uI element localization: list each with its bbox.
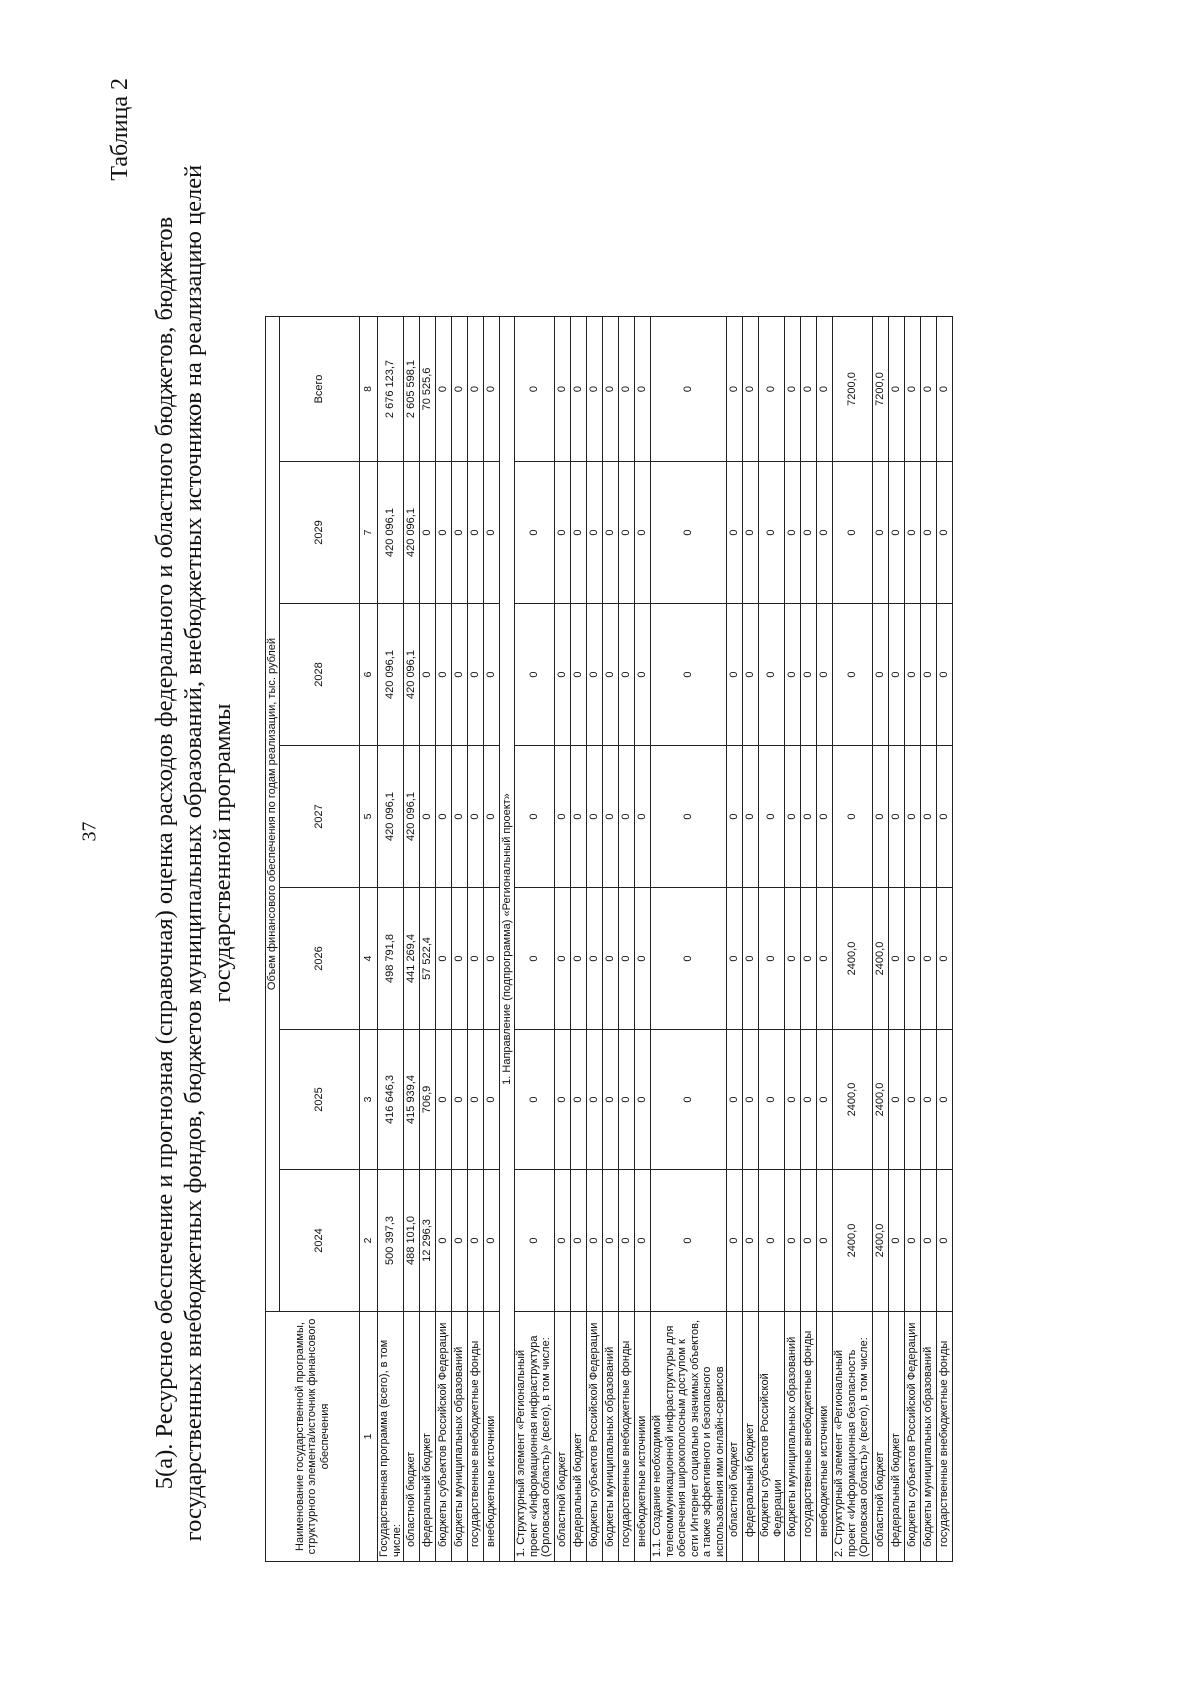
- value-cell: 0: [905, 317, 921, 462]
- value-cell: 0: [873, 604, 889, 746]
- value-cell: 0: [921, 604, 937, 746]
- table-row: [727, 317, 743, 1562]
- value-cell: 0: [468, 746, 484, 888]
- table-row: [759, 317, 785, 1562]
- value-cell: 0: [603, 317, 619, 462]
- value-cell: 0: [436, 317, 452, 462]
- table-row: [889, 317, 905, 1562]
- value-cell: 0: [619, 746, 635, 888]
- value-cell: 0: [801, 1170, 817, 1312]
- value-cell: 0: [921, 1170, 937, 1312]
- header-year-cell: 2028: [280, 604, 360, 746]
- column-index-cell: 7: [360, 462, 378, 604]
- value-cell: 0: [651, 888, 727, 1030]
- value-cell: 0: [587, 888, 603, 1030]
- value-cell: 0: [817, 888, 833, 1030]
- row-name-cell: областной бюджет: [404, 1312, 420, 1562]
- table-row: [619, 317, 635, 1562]
- value-cell: 0: [727, 746, 743, 888]
- row-name-cell: бюджеты субъектов Российской Федерации: [905, 1312, 921, 1562]
- value-cell: 0: [619, 604, 635, 746]
- row-name-cell: бюджеты субъектов Российской Федерации: [436, 1312, 452, 1562]
- value-cell: 57 522,4: [420, 888, 436, 1030]
- value-cell: 0: [619, 1030, 635, 1170]
- financing-table: [265, 316, 953, 1562]
- value-cell: 0: [571, 317, 587, 462]
- value-cell: 0: [484, 746, 500, 888]
- value-cell: 0: [587, 604, 603, 746]
- value-cell: 0: [515, 317, 555, 462]
- value-cell: 0: [555, 746, 571, 888]
- table-row: [833, 317, 873, 1562]
- value-cell: 441 269,4: [404, 888, 420, 1030]
- value-cell: 0: [937, 604, 953, 746]
- value-cell: 0: [436, 462, 452, 604]
- table-row: [873, 317, 889, 1562]
- value-cell: 0: [759, 1030, 785, 1170]
- value-cell: 0: [484, 462, 500, 604]
- value-cell: 0: [571, 1170, 587, 1312]
- value-cell: 0: [468, 1170, 484, 1312]
- value-cell: 0: [651, 1170, 727, 1312]
- row-name-cell: внебюджетные источники: [817, 1312, 833, 1562]
- header-name-cell: Наименование государственной программы, структурного элемента/источник финансового обеспечения: [266, 1312, 360, 1562]
- value-cell: 0: [452, 1170, 468, 1312]
- value-cell: 0: [921, 317, 937, 462]
- value-cell: 0: [651, 604, 727, 746]
- header-year-cell: 2027: [280, 746, 360, 888]
- row-name-cell: внебюджетные источники: [484, 1312, 500, 1562]
- header-year-cell: Всего: [280, 317, 360, 462]
- value-cell: 0: [452, 317, 468, 462]
- column-index-cell: 6: [360, 604, 378, 746]
- value-cell: 0: [785, 604, 801, 746]
- value-cell: 420 096,1: [378, 604, 404, 746]
- value-cell: 2400,0: [873, 1030, 889, 1170]
- value-cell: 416 646,3: [378, 1030, 404, 1170]
- value-cell: 0: [420, 462, 436, 604]
- value-cell: 0: [785, 1170, 801, 1312]
- value-cell: 0: [785, 462, 801, 604]
- value-cell: 0: [484, 1170, 500, 1312]
- value-cell: 0: [635, 317, 651, 462]
- value-cell: 0: [727, 317, 743, 462]
- row-name-cell: федеральный бюджет: [743, 1312, 759, 1562]
- value-cell: 0: [759, 746, 785, 888]
- value-cell: 0: [436, 746, 452, 888]
- value-cell: 2400,0: [833, 1170, 873, 1312]
- value-cell: 0: [571, 1030, 587, 1170]
- value-cell: 0: [484, 888, 500, 1030]
- value-cell: 0: [468, 604, 484, 746]
- value-cell: 0: [801, 317, 817, 462]
- value-cell: 415 939,4: [404, 1030, 420, 1170]
- row-name-cell: бюджеты муниципальных образований: [921, 1312, 937, 1562]
- value-cell: 0: [436, 604, 452, 746]
- value-cell: 0: [817, 462, 833, 604]
- value-cell: 420 096,1: [404, 746, 420, 888]
- table-row: [378, 317, 404, 1562]
- value-cell: 0: [727, 1170, 743, 1312]
- table-row: [404, 317, 420, 1562]
- value-cell: 0: [587, 462, 603, 604]
- value-cell: 0: [555, 317, 571, 462]
- value-cell: 0: [436, 1170, 452, 1312]
- value-cell: 0: [436, 1030, 452, 1170]
- row-name-cell: бюджеты субъектов Российской Федерации: [759, 1312, 785, 1562]
- value-cell: 0: [801, 462, 817, 604]
- value-cell: 0: [619, 1170, 635, 1312]
- table-row: [468, 317, 484, 1562]
- value-cell: 0: [743, 462, 759, 604]
- value-cell: 0: [603, 604, 619, 746]
- table-row: [452, 317, 468, 1562]
- value-cell: 0: [817, 317, 833, 462]
- value-cell: 0: [905, 462, 921, 604]
- table-row: [484, 317, 500, 1562]
- value-cell: 498 791,8: [378, 888, 404, 1030]
- column-index-cell: 8: [360, 317, 378, 462]
- value-cell: 0: [571, 462, 587, 604]
- column-index-cell: 1: [360, 1312, 378, 1562]
- value-cell: 0: [603, 1170, 619, 1312]
- header-year-cell: 2026: [280, 888, 360, 1030]
- value-cell: 0: [759, 462, 785, 604]
- column-index-cell: 4: [360, 888, 378, 1030]
- value-cell: 0: [743, 1030, 759, 1170]
- row-name-cell: 1. Структурный элемент «Региональный проект «Информационная инфраструктура (Орловская область)» (всего), в том числе:: [515, 1312, 555, 1562]
- table-body: [266, 317, 953, 1562]
- column-index-cell: 2: [360, 1170, 378, 1312]
- value-cell: 0: [603, 888, 619, 1030]
- value-cell: 500 397,3: [378, 1170, 404, 1312]
- row-name-cell: федеральный бюджет: [571, 1312, 587, 1562]
- table-row: [743, 317, 759, 1562]
- value-cell: 0: [873, 746, 889, 888]
- value-cell: 7200,0: [833, 317, 873, 462]
- page-number: 37: [78, 821, 101, 842]
- value-cell: 0: [651, 746, 727, 888]
- value-cell: 0: [452, 1030, 468, 1170]
- value-cell: 0: [603, 746, 619, 888]
- value-cell: 0: [484, 604, 500, 746]
- header-year-cell: 2029: [280, 462, 360, 604]
- value-cell: 420 096,1: [378, 462, 404, 604]
- value-cell: 488 101,0: [404, 1170, 420, 1312]
- value-cell: 0: [889, 604, 905, 746]
- value-cell: 0: [555, 462, 571, 604]
- value-cell: 0: [452, 888, 468, 1030]
- value-cell: 0: [817, 604, 833, 746]
- row-name-cell: Государственная программа (всего), в том числе:: [378, 1312, 404, 1562]
- value-cell: 0: [484, 1030, 500, 1170]
- value-cell: 0: [635, 746, 651, 888]
- value-cell: 0: [759, 888, 785, 1030]
- value-cell: 706,9: [420, 1030, 436, 1170]
- value-cell: 0: [921, 1030, 937, 1170]
- header-year-cell: 2024: [280, 1170, 360, 1312]
- value-cell: 0: [468, 317, 484, 462]
- value-cell: 0: [937, 1030, 953, 1170]
- value-cell: 0: [555, 604, 571, 746]
- column-index-cell: 3: [360, 1030, 378, 1170]
- value-cell: 0: [452, 604, 468, 746]
- value-cell: 0: [889, 317, 905, 462]
- value-cell: 2 605 598,1: [404, 317, 420, 462]
- value-cell: 0: [587, 1030, 603, 1170]
- row-name-cell: областной бюджет: [873, 1312, 889, 1562]
- value-cell: 0: [937, 317, 953, 462]
- value-cell: 0: [817, 746, 833, 888]
- value-cell: 0: [833, 462, 873, 604]
- table-row: [436, 317, 452, 1562]
- row-name-cell: 2. Структурный элемент «Региональный проект «Информационная безопасность (Орловская область)» (всего), в том числе:: [833, 1312, 873, 1562]
- table-row: [651, 317, 727, 1562]
- value-cell: 0: [801, 888, 817, 1030]
- value-cell: 0: [587, 746, 603, 888]
- value-cell: 0: [817, 1170, 833, 1312]
- value-cell: 0: [635, 604, 651, 746]
- value-cell: 0: [727, 1030, 743, 1170]
- value-cell: 0: [635, 1170, 651, 1312]
- value-cell: 0: [743, 1170, 759, 1312]
- value-cell: 0: [603, 1030, 619, 1170]
- row-name-cell: государственные внебюджетные фонды: [619, 1312, 635, 1562]
- value-cell: 0: [571, 746, 587, 888]
- value-cell: 0: [420, 604, 436, 746]
- value-cell: 0: [785, 1030, 801, 1170]
- value-cell: 420 096,1: [378, 746, 404, 888]
- row-name-cell: областной бюджет: [555, 1312, 571, 1562]
- value-cell: 0: [889, 746, 905, 888]
- value-cell: 0: [468, 462, 484, 604]
- value-cell: 0: [555, 1030, 571, 1170]
- table-row: [937, 317, 953, 1562]
- value-cell: 0: [587, 1170, 603, 1312]
- value-cell: 0: [619, 317, 635, 462]
- value-cell: 0: [905, 1030, 921, 1170]
- value-cell: 420 096,1: [404, 462, 420, 604]
- value-cell: 0: [571, 888, 587, 1030]
- section-row: [500, 317, 515, 1562]
- value-cell: 0: [555, 888, 571, 1030]
- value-cell: 0: [452, 462, 468, 604]
- value-cell: 0: [515, 746, 555, 888]
- section-title-cell: 1. Направление (подпрограмма) «Региональный проект»: [500, 317, 515, 1562]
- value-cell: 0: [921, 888, 937, 1030]
- header-year-cell: 2025: [280, 1030, 360, 1170]
- value-cell: 0: [817, 1030, 833, 1170]
- row-name-cell: бюджеты субъектов Российской Федерации: [587, 1312, 603, 1562]
- value-cell: 0: [905, 604, 921, 746]
- value-cell: 0: [743, 317, 759, 462]
- value-cell: 0: [759, 1170, 785, 1312]
- value-cell: 0: [452, 746, 468, 888]
- value-cell: 0: [484, 317, 500, 462]
- table-row: [571, 317, 587, 1562]
- value-cell: 0: [587, 317, 603, 462]
- header-index-row: [360, 317, 378, 1562]
- value-cell: 0: [889, 1170, 905, 1312]
- value-cell: 0: [651, 462, 727, 604]
- value-cell: 0: [937, 746, 953, 888]
- value-cell: 0: [468, 1030, 484, 1170]
- value-cell: 0: [873, 462, 889, 604]
- value-cell: 0: [727, 462, 743, 604]
- value-cell: 0: [619, 888, 635, 1030]
- table-row: [635, 317, 651, 1562]
- value-cell: 0: [921, 462, 937, 604]
- value-cell: 0: [801, 604, 817, 746]
- table-row: [817, 317, 833, 1562]
- value-cell: 2 676 123,7: [378, 317, 404, 462]
- value-cell: 0: [905, 1170, 921, 1312]
- table-number: Таблица 2: [107, 78, 133, 181]
- value-cell: 0: [468, 888, 484, 1030]
- table-row: [587, 317, 603, 1562]
- row-name-cell: 1.1. Создание необходимой телекоммуникационной инфраструктуры для обеспечения широкополосным доступом к сети Интернет социально значимых объектов, а также эффективного и безопасного использования ими онлайн-сервисов: [651, 1312, 727, 1562]
- value-cell: 0: [515, 604, 555, 746]
- value-cell: 0: [905, 746, 921, 888]
- value-cell: 0: [635, 1030, 651, 1170]
- table-row: [555, 317, 571, 1562]
- value-cell: 0: [743, 604, 759, 746]
- value-cell: 0: [635, 462, 651, 604]
- row-name-cell: государственные внебюджетные фонды: [468, 1312, 484, 1562]
- value-cell: 0: [801, 1030, 817, 1170]
- row-name-cell: областной бюджет: [727, 1312, 743, 1562]
- value-cell: 0: [515, 462, 555, 604]
- value-cell: 0: [635, 888, 651, 1030]
- value-cell: 0: [905, 888, 921, 1030]
- header-row-1: [266, 317, 280, 1562]
- value-cell: 0: [651, 1030, 727, 1170]
- value-cell: 0: [889, 462, 905, 604]
- value-cell: 0: [937, 1170, 953, 1312]
- row-name-cell: внебюджетные источники: [635, 1312, 651, 1562]
- value-cell: 70 525,6: [420, 317, 436, 462]
- table-row: [921, 317, 937, 1562]
- value-cell: 0: [937, 888, 953, 1030]
- value-cell: 2400,0: [833, 1030, 873, 1170]
- value-cell: 0: [743, 746, 759, 888]
- header-volume-cell: Объем финансового обеспечения по годам реализации, тыс. рублей: [266, 317, 280, 1312]
- row-name-cell: федеральный бюджет: [420, 1312, 436, 1562]
- value-cell: 0: [759, 317, 785, 462]
- value-cell: 0: [937, 462, 953, 604]
- value-cell: 0: [727, 604, 743, 746]
- value-cell: 0: [727, 888, 743, 1030]
- row-name-cell: федеральный бюджет: [889, 1312, 905, 1562]
- row-name-cell: бюджеты муниципальных образований: [603, 1312, 619, 1562]
- column-index-cell: 5: [360, 746, 378, 888]
- value-cell: 0: [889, 1030, 905, 1170]
- value-cell: 0: [515, 1170, 555, 1312]
- value-cell: 0: [515, 888, 555, 1030]
- table-row: [801, 317, 817, 1562]
- table-row: [603, 317, 619, 1562]
- value-cell: 12 296,3: [420, 1170, 436, 1312]
- value-cell: 0: [555, 1170, 571, 1312]
- table-row: [515, 317, 555, 1562]
- value-cell: 0: [436, 888, 452, 1030]
- row-name-cell: бюджеты муниципальных образований: [452, 1312, 468, 1562]
- value-cell: 0: [833, 746, 873, 888]
- table-row: [905, 317, 921, 1562]
- value-cell: 0: [921, 746, 937, 888]
- value-cell: 0: [571, 604, 587, 746]
- value-cell: 0: [515, 1030, 555, 1170]
- value-cell: 0: [833, 604, 873, 746]
- row-name-cell: государственные внебюджетные фонды: [937, 1312, 953, 1562]
- table-row: [420, 317, 436, 1562]
- value-cell: 0: [619, 462, 635, 604]
- value-cell: 0: [785, 888, 801, 1030]
- value-cell: 0: [759, 604, 785, 746]
- table-row: [785, 317, 801, 1562]
- row-name-cell: бюджеты муниципальных образований: [785, 1312, 801, 1562]
- value-cell: 0: [785, 746, 801, 888]
- value-cell: 2400,0: [873, 888, 889, 1030]
- value-cell: 420 096,1: [404, 604, 420, 746]
- value-cell: 2400,0: [833, 888, 873, 1030]
- value-cell: 0: [801, 746, 817, 888]
- value-cell: 0: [889, 888, 905, 1030]
- value-cell: 0: [651, 317, 727, 462]
- value-cell: 0: [743, 888, 759, 1030]
- value-cell: 0: [603, 462, 619, 604]
- value-cell: 2400,0: [873, 1170, 889, 1312]
- value-cell: 7200,0: [873, 317, 889, 462]
- document-title: 5(а). Ресурсное обеспечение и прогнозная (справочная) оценка расходов федерального и областного бюджетов, бюджетов государственных внебюджетных фондов, бюджетов муниципальных образований, внебюджетных источников на реализацию целей государственной программы: [151, 164, 236, 1542]
- value-cell: 0: [420, 746, 436, 888]
- value-cell: 0: [785, 317, 801, 462]
- row-name-cell: государственные внебюджетные фонды: [801, 1312, 817, 1562]
